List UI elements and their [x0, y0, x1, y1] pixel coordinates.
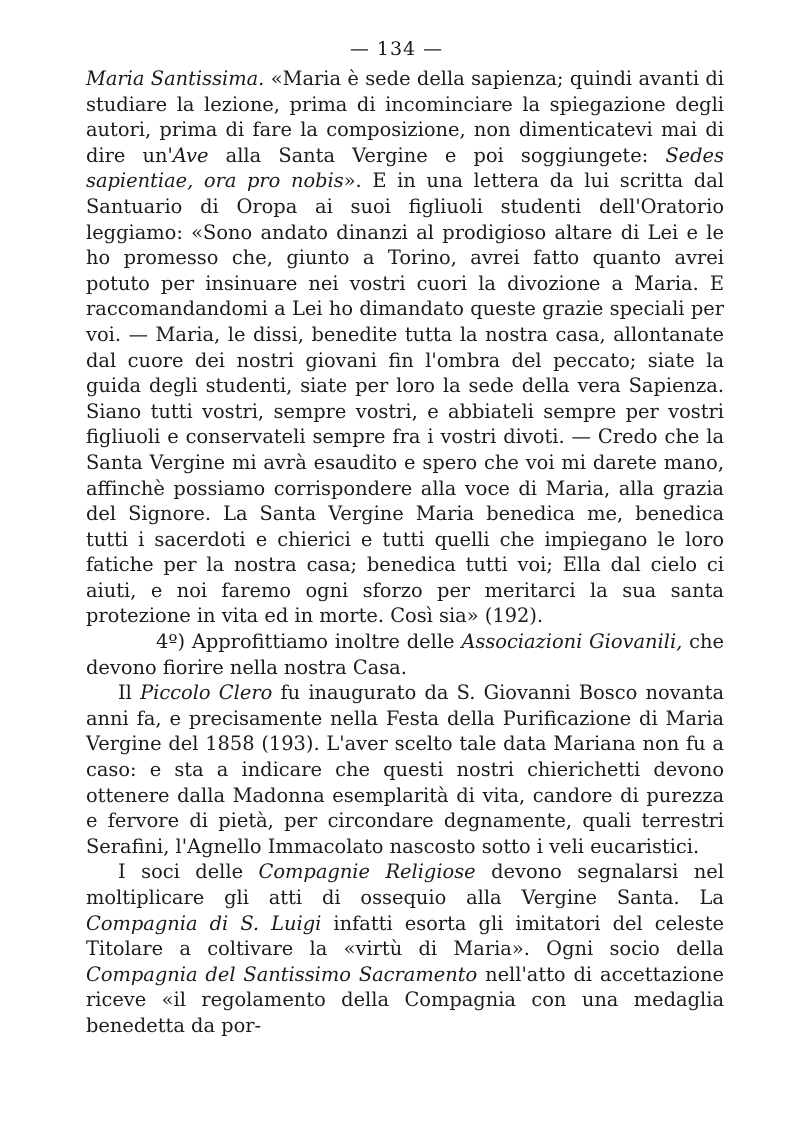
text-run: fu inaugurato da S. Giovanni Bosco novanta anni fa, e precisamente nella Festa della Purificazione di Maria Vergine del 1858 (193). L'aver scelto tale data Mariana non fu a caso: e sta a indicare che questi nostri chierichetti devono ottenere dalla Madonna esemplarità di vita, candore di purezza e fervore di pietà, per circondare degnamente, quali terrestri Serafini, l'Agnello Immacolato nascosto sotto i veli eucaristici. [86, 681, 725, 858]
italic-text: Sedes sapientiae, ora pro nobis [86, 143, 724, 193]
text-run: nell'atto di accettazione riceve «il regolamento della Compagnia con una medaglia benedetta da por- [86, 962, 724, 1037]
italic-text: Maria Santissima. [86, 67, 265, 90]
body-text [86, 66, 724, 1039]
italic-text: Ave [172, 143, 209, 167]
paragraph [86, 66, 724, 629]
text-run: devono segnalarsi nel moltiplicare gli atti di ossequio alla Vergine Santa. La [86, 860, 724, 909]
paragraph [86, 629, 724, 680]
text-run: ». E in una lettera da lui scritta dal Santuario di Oropa ai suoi figliuoli studenti dell'Oratorio leggiamo: «Sono andato dinanzi al prodigioso altare di Lei e le ho promesso che, giunto a Torino, avrei fatto quanto avrei potuto per insinuare nei vostri cuori la divozione a Maria. E raccomandandomi a Lei ho dimandato queste grazie speciali per voi. — Maria, le dissi, benedite tutta la nostra casa, allontanate dal cuore dei nostri giovani fin l'ombra del peccato; siate la guida degli studenti, siate per loro la sede della vera Sapienza. Siano tutti vostri, sempre vostri, e abbiateli sempre per vostri figliuoli e conservateli sempre fra i vostri divoti. — Credo che la Santa Vergine mi avrà esaudito e spero che voi mi darete mano, affinchè possiamo corrispondere alla voce di Maria, alla grazia del Signore. La Santa Vergine Maria benedica me, benedica tutti i sacerdoti e chierici e tutti quelli che impiegano le loro fatiche per la nostra casa; benedica tutti voi; Ella dal cielo ci aiuti, e noi faremo ogni sforzo per meritarci la sua santa protezione in vita ed in morte. Così sia» (192). [86, 169, 724, 628]
page-number: — 134 — [349, 38, 444, 60]
paragraph [86, 680, 724, 859]
italic-text: Compagnia del Santissimo Sacramento [86, 962, 478, 986]
italic-text: Piccolo Clero [140, 681, 273, 705]
italic-text: Compagnie Religiose [258, 860, 476, 884]
text-run: I soci delle [118, 860, 259, 884]
text-run: «Maria è sede della sapienza; quindi avanti di studiare la lezione, prima di incominciare la spiegazione degli autori, prima di fare la composizione, non dimenticatevi mai di dire un' [86, 67, 724, 167]
italic-text: Compagnia di S. Luigi [86, 911, 322, 935]
paragraph [86, 859, 724, 1038]
text-run: Il [118, 681, 141, 705]
text-run: infatti esorta gli imitatori del celeste Titolare a coltivare la «virtù di Maria». Ogni socio della [86, 911, 724, 961]
text-run: alla Santa Vergine e poi soggiungete: [208, 143, 666, 167]
italic-text: Associazioni Giovanili, [461, 630, 683, 654]
text-run: che devono fiorire nella nostra Casa. [86, 630, 724, 679]
text-run: 4º) Approfittiamo inoltre delle [156, 630, 462, 654]
